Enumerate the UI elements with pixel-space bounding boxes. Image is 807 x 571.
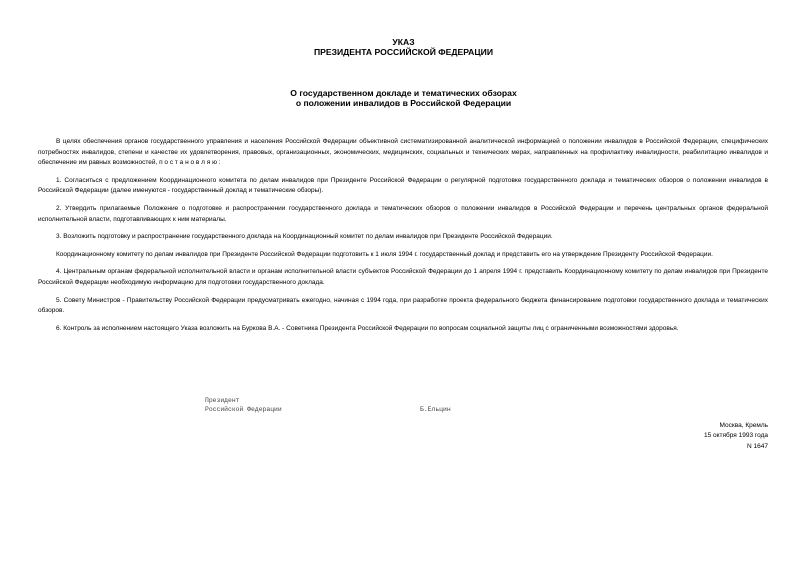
- paragraph-5: 5. Совету Министров - Правительству Российской Федерации предусматривать ежегодно, начиная с 1994 года, при разработке проекта федерального бюджета финансирование подготовки государственного доклада и тематических обзоров.: [38, 296, 768, 315]
- preamble-paragraph: В целях обеспечения органов государственного управления и населения Российской Федерации объективной систематизированной аналитической информацией о положении инвалидов в Российской Федерации, специфических потребностях инвалидов, степени и качестве их удовлетворения, правовых, организационных, экономических, медицинских, социальных и технических мерах, направленных на профилактику инвалидности, реабилитацию инвалидов и обеспечение им равных возможностей, п о с т а н о в л я ю :: [38, 138, 768, 167]
- issuer-title: ПРЕЗИДЕНТА РОССИЙСКОЙ ФЕДЕРАЦИИ: [313, 47, 494, 57]
- paragraph-4: 4. Центральным органам федеральной исполнительной власти и органам исполнительной власти субъектов Российской Федерации до 1 апреля 1994 г. представить Координационному комитету по делам инвалидов при Президенте Российской Федерации необходимую информацию для подготовки государственного доклада.: [38, 268, 768, 286]
- signature-position-line-2: Российской Федерации: [205, 406, 282, 413]
- decree-body: [38, 137, 768, 341]
- signature-position-line-1: Президент: [205, 397, 240, 404]
- signing-date: 15 октября 1993 года: [703, 432, 768, 440]
- decree-number: N 1647: [747, 442, 768, 450]
- signing-place: Москва, Кремль: [719, 422, 768, 429]
- paragraph-2: 2. Утвердить прилагаемые Положение о подготовке и распространении государственного доклада и тематических обзоров о положении инвалидов в Российской Федерации и перечень центральных органов федеральной исполнительной власти, подготавливающих к ним материалы.: [38, 204, 768, 223]
- subject-line-2: о положении инвалидов в Российской Федерации: [295, 98, 512, 108]
- signature-name: Б.Ельцин: [420, 406, 451, 413]
- paragraph-6: 6. Контроль за исполнением настоящего Указа возложить на Буркова В.А. - Советника Президента Российской Федерации по вопросам социальной защиты лиц с ограниченными возможностями здоровья.: [56, 324, 679, 332]
- place-and-date: [704, 421, 768, 452]
- paragraph-3-continued: Координационному комитету по делам инвалидов при Президенте Российской Федерации подготовить к 1 июля 1994 г. государственный доклад и представить его на утверждение Президенту Российской Федерации.: [56, 250, 713, 258]
- paragraph-3: 3. Возложить подготовку и распространение государственного доклада на Координационный комитет по делам инвалидов при Президенте Российской Федерации.: [56, 233, 553, 241]
- document-type-title: УКАЗ: [392, 37, 415, 47]
- paragraph-1: 1. Согласиться с предложением Координационного комитета по делам инвалидов при Президенте Российской Федерации о регулярной подготовке государственного доклада и тематических обзоров о положении инвалидов в Российской Федерации (далее именуются - государственный доклад и тематические обзоры).: [38, 176, 768, 195]
- subject-line-1: О государственном докладе и тематических обзорах: [290, 88, 517, 98]
